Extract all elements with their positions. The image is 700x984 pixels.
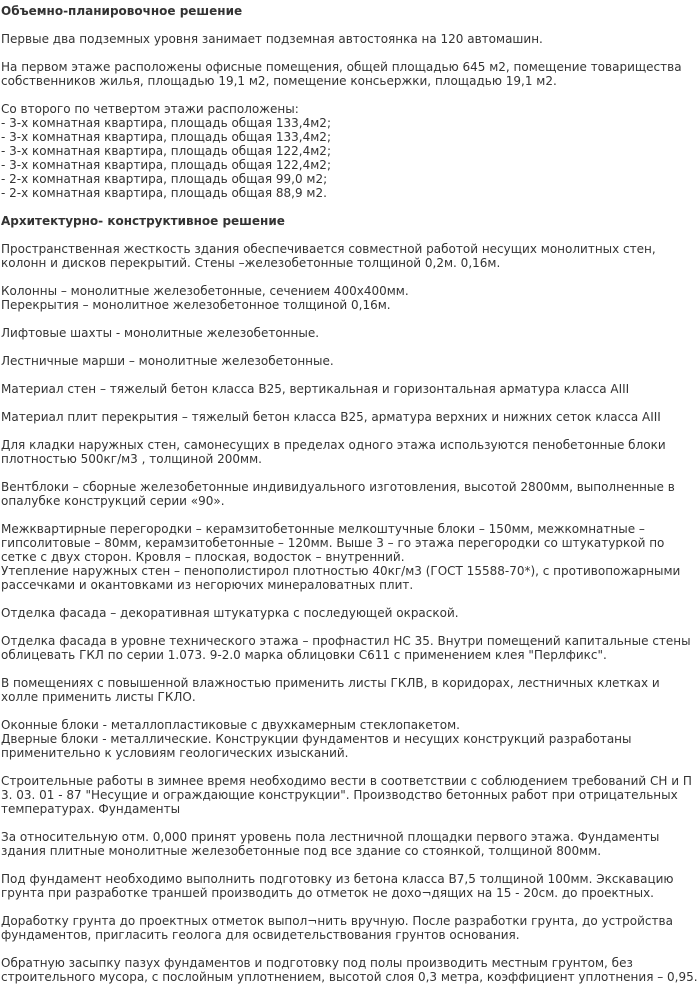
paragraph-insulation: Утепление наружных стен – пенополистирол плотностью 40кг/м3 (ГОСТ 15588-70*), с противопожарными рассечками и окантовками из негорючих минераловатных плит. [1, 564, 681, 592]
apartments-list [1, 102, 698, 200]
paragraph-manual-excavation: Доработку грунта до проектных отметок выпол¬нить вручную. После разработки грунта, до устройства фундаментов, пригласить геолога для освидетельствования грунтов основания. [1, 914, 673, 942]
paragraph-doors: Дверные блоки - металлические. Конструкции фундаментов и несущих конструкций разработаны применительно к условиям геологических изысканий. [1, 732, 632, 760]
paragraph-winter-works: Строительные работы в зимнее время необходимо вести в соответствии с соблюдением требований СН и П 3. 03. 01 - 87 "Несущие и ограждающие конструкции". Производство бетонных работ при отрицательных температурах. Фундаменты [1, 774, 692, 816]
paragraph-lift-shafts: Лифтовые шахты - монолитные железобетонные. [1, 326, 320, 340]
paragraph-partitions-insulation [1, 522, 698, 592]
paragraph-wall-material: Материал стен – тяжелый бетон класса В25, вертикальная и горизонтальная арматура класса АIII [1, 382, 630, 396]
paragraph-parking: Первые два подземных уровня занимает подземная автостоянка на 120 автомашин. [1, 32, 543, 46]
paragraph-windows: Оконные блоки - металлопластиковые с двухкамерным стеклопакетом. [1, 718, 460, 732]
paragraph-columns-slabs [1, 284, 698, 312]
paragraph-slab-material: Материал плит перекрытия – тяжелый бетон класса В25, арматура верхних и нижних сеток класса АIII [1, 410, 661, 424]
list-item: - 2-х комнатная квартира, площадь общая 88,9 м2. [1, 186, 327, 200]
paragraph-preparation: Под фундамент необходимо выполнить подготовку из бетона класса В7,5 толщиной 100мм. Экскавацию грунта при разработке траншей производить до отметок не дохо¬дящих на 15 - 20см. до проектных. [1, 872, 674, 900]
paragraph-humid-rooms: В помещениях с повышенной влажностью применить листы ГКЛВ, в коридорах, лестничных клетках и холле применить листы ГКЛО. [1, 676, 660, 704]
paragraph-vent-blocks: Вентблоки – сборные железобетонные индивидуального изготовления, высотой 2800мм, выполненные в опалубке конструкций серии «90». [1, 480, 675, 508]
paragraph-windows-doors [1, 718, 698, 760]
paragraph-facade-finish: Отделка фасада – декоративная штукатурка с последующей окраской. [1, 606, 459, 620]
paragraph-columns: Колонны – монолитные железобетонные, сечением 400х400мм. [1, 284, 409, 298]
list-item: - 3-х комнатная квартира, площадь общая 133,4м2; [1, 116, 331, 130]
section-heading-structure: Архитектурно- конструктивное решение [1, 214, 285, 228]
list-item: - 2-х комнатная квартира, площадь общая 99,0 м2; [1, 172, 328, 186]
document-body [1, 4, 698, 984]
paragraph-first-floor: На первом этаже расположены офисные помещения, общей площадью 645 м2, помещение товарищества собственников жилья, площадью 19,1 м2, помещение консьержки, площадью 19,1 м2. [1, 60, 682, 88]
section-heading-layout: Объемно-планировочное решение [1, 4, 243, 18]
list-item: - 3-х комнатная квартира, площадь общая 122,4м2; [1, 144, 331, 158]
paragraph-partitions: Межквартирные перегородки – керамзитобетонные мелкоштучные блоки – 150мм, межкомнатные – гипсолитовые – 80мм, керамзитобетонные – 120мм. Выше 3 – го этажа перегородки со штукатуркой по сетке с двух сторон. Кровля – плоская, водосток – внутренний. [1, 522, 665, 564]
paragraph-stairs: Лестничные марши – монолитные железобетонные. [1, 354, 334, 368]
paragraph-rigidity: Пространственная жесткость здания обеспечивается совместной работой несущих монолитных стен, колонн и дисков перекрытий. Стены –железобетонные толщиной 0,2м. 0,16м. [1, 242, 656, 270]
paragraph-masonry: Для кладки наружных стен, самонесущих в пределах одного этажа используются пенобетонные блоки плотностью 500кг/м3 , толщиной 200мм. [1, 438, 666, 466]
paragraph-foundations: За относительную отм. 0,000 принят уровень пола лестничной площадки первого этажа. Фундаменты здания плитные монолитные железобетонные под все здание со стоянкой, толщиной 800мм. [1, 830, 660, 858]
apartments-intro: Со второго по четвертом этажи расположены: [1, 102, 299, 116]
paragraph-backfill: Обратную засыпку пазух фундаментов и подготовку под полы производить местным грунтом, без строительного мусора, с послойным уплотнением, высотой слоя 0,3 метра, коэффициент уплотнения – 0,95. [1, 956, 698, 984]
paragraph-technical-floor: Отделка фасада в уровне технического этажа – профнастил НС 35. Внутри помещений капитальные стены облицевать ГКЛ по серии 1.073. 9-2.0 марка облицовки С611 с применением клея "Перлфикс". [1, 634, 691, 662]
list-item: - 3-х комнатная квартира, площадь общая 122,4м2; [1, 158, 331, 172]
list-item: - 3-х комнатная квартира, площадь общая 133,4м2; [1, 130, 331, 144]
paragraph-slabs: Перекрытия – монолитное железобетонное толщиной 0,16м. [1, 298, 391, 312]
